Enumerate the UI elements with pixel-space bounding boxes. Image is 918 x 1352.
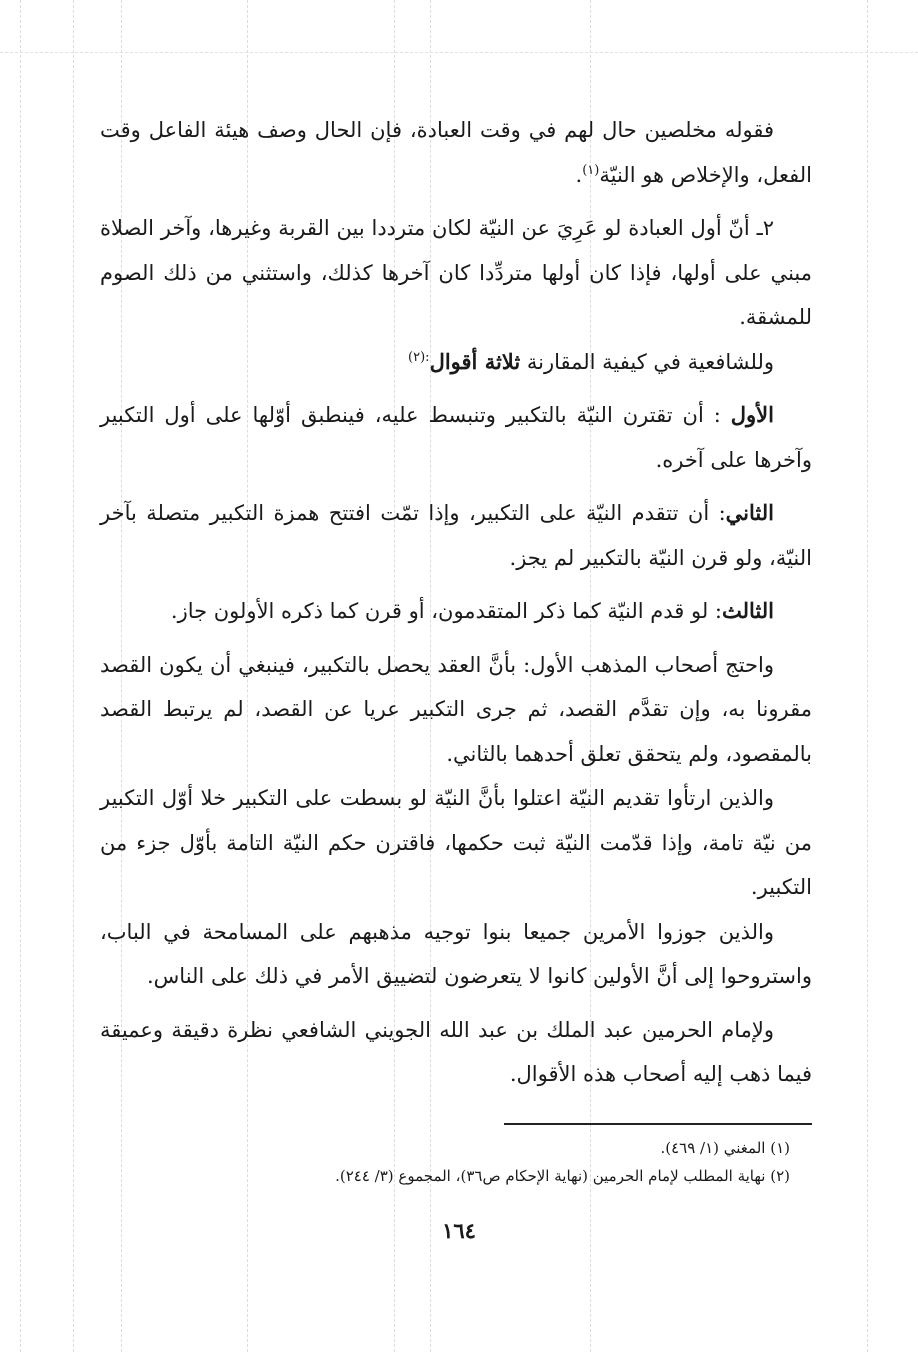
paragraph-lead: الثاني xyxy=(725,500,774,525)
footnote-1: (١) المغني (١/ ٤٦٩). xyxy=(660,1139,790,1157)
paragraph-text: واحتج أصحاب المذهب الأول: بأنَّ العقد يحصل بالتكبير، فينبغي أن يكون القصد مقرونا به، وإن تقدَّم القصد، ثم جرى التكبير عريا عن القصد، لم يرتبط القصد بالمقصود، ولم يتحقق تعلق أحدهما بالثاني. xyxy=(100,652,812,766)
scan-line xyxy=(867,0,868,1352)
paragraph-lead: الثالث xyxy=(722,598,774,623)
paragraph-6 xyxy=(100,589,812,634)
paragraph-lead: الأول xyxy=(730,402,774,427)
paragraph-4 xyxy=(100,393,812,482)
footnote-ref[interactable]: (١) xyxy=(582,162,600,178)
scan-line xyxy=(73,0,74,1352)
paragraph-text: ولإمام الحرمين عبد الملك بن عبد الله الجويني الشافعي نظرة دقيقة وعميقة فيما ذهب إليه أصحاب هذه الأقوال. xyxy=(100,1017,812,1086)
paragraph-1 xyxy=(100,108,812,197)
scan-line xyxy=(0,52,918,53)
footnote-ref[interactable]: :(٢) xyxy=(408,349,430,365)
paragraph-5 xyxy=(100,491,812,580)
paragraph-9 xyxy=(100,910,812,999)
scan-line xyxy=(20,0,21,1352)
page-body xyxy=(100,108,812,1097)
footnote-2: (٢) نهاية المطلب لإمام الحرمين (نهاية الإحكام ص٣٦)، المجموع (٣/ ٢٤٤). xyxy=(335,1167,790,1185)
paragraph-text: : أن تتقدم النيّة على التكبير، وإذا تمّت افتتح همزة التكبير متصلة بآخر النيّة، ولو قرن النيّة بالتكبير لم يجز. xyxy=(100,501,812,570)
paragraph-text: ٢ـ أنّ أول العبادة لو عَرِيَ عن النيّة لكان مترددا بين القربة وغيرها، وآخر الصلاة مبني على أولها، فإذا كان أولها متردِّدا كان آخرها كذلك، واستثني من ذلك الصوم للمشقة. xyxy=(100,216,812,329)
paragraph-2 xyxy=(100,206,812,340)
footnote-separator xyxy=(504,1123,812,1125)
paragraph-7 xyxy=(100,643,812,777)
paragraph-text: فقوله مخلصين حال لهم في وقت العبادة، فإن الحال وصف هيئة الفاعل وقت الفعل، والإخلاص هو النيّة xyxy=(100,118,812,187)
page-number: ١٦٤ xyxy=(442,1218,476,1243)
paragraph-3 xyxy=(100,340,812,385)
paragraph-10 xyxy=(100,1008,812,1097)
paragraph-text: والذين جوزوا الأمرين جميعا بنوا توجيه مذهبهم على المسامحة في الباب، واستروحوا إلى أنَّ الأولين كانوا لا يتعرضون لتضييق الأمر في ذلك على الناس. xyxy=(100,919,812,988)
paragraph-text: : لو قدم النيّة كما ذكر المتقدمون، أو قرن كما ذكره الأولون جاز. xyxy=(170,599,722,623)
bold-phrase: ثلاثة أقوال xyxy=(429,348,521,374)
footnotes xyxy=(150,1134,790,1190)
paragraph-tail: . xyxy=(575,162,583,187)
paragraph-text: والذين ارتأوا تقديم النيّة اعتلوا بأنَّ النيّة لو بسطت على التكبير خلا أوّل التكبير من نيّة تامة، وإذا قدّمت النيّة ثبت حكمها، فاقترن حكم النيّة التامة بأوّل جزء من التكبير. xyxy=(100,786,812,899)
paragraph-8 xyxy=(100,776,812,910)
paragraph-text: وللشافعية في كيفية المقارنة xyxy=(520,349,774,374)
paragraph-text: : أن تقترن النيّة بالتكبير وتنبسط عليه، فينطبق أوّلها على أول التكبير وآخرها على آخره. xyxy=(100,403,812,472)
